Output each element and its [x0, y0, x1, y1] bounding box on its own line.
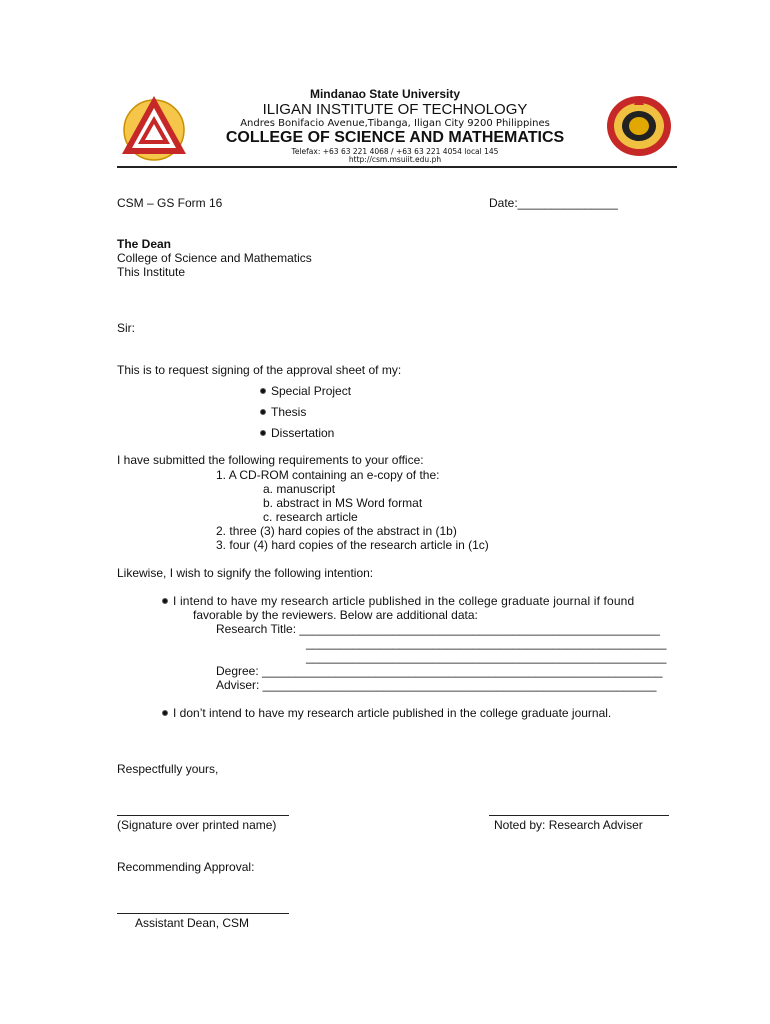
- assistant-dean-signature-line[interactable]: [117, 913, 289, 914]
- telefax: Telefax: +63 63 221 4068 / +63 63 221 4054 local 145: [291, 147, 499, 156]
- institute-address: Andres Bonifacio Avenue,Tibanga, Iligan City 9200 Philippines: [240, 118, 550, 129]
- list-item: c. research article: [263, 510, 358, 524]
- recommending-label: Recommending Approval:: [117, 860, 255, 874]
- salutation: Sir:: [117, 321, 135, 335]
- addressee-line1: College of Science and Mathematics: [117, 251, 312, 265]
- addressee-title: The Dean: [117, 237, 172, 251]
- option-special-project[interactable]: Special Project: [260, 384, 351, 398]
- college-name: COLLEGE OF SCIENCE AND MATHEMATICS: [225, 129, 565, 146]
- signature-label: (Signature over printed name): [117, 818, 277, 832]
- research-title-field[interactable]: Research Title: ______________________________________________________: [216, 622, 660, 636]
- option-not-intend[interactable]: I don’t intend to have my research article published in the college graduate journal.: [162, 706, 611, 720]
- option-intend[interactable]: I intend to have my research article published in the college graduate journal if found: [162, 594, 634, 608]
- noted-label: Noted by: Research Adviser: [494, 818, 643, 832]
- request-intro: This is to request signing of the approval sheet of my:: [117, 363, 402, 377]
- intend-line2: favorable by the reviewers. Below are additional data:: [193, 608, 478, 622]
- form-code: CSM – GS Form 16: [117, 196, 223, 210]
- requirements-intro: I have submitted the following requirements to your office:: [117, 453, 424, 467]
- degree-field[interactable]: Degree: ____________________________________________________________: [216, 664, 663, 678]
- college-url: http://csm.msuiit.edu.ph: [348, 155, 442, 164]
- addressee-line2: This Institute: [117, 265, 186, 279]
- institute-name: ILIGAN INSTITUTE OF TECHNOLOGY: [262, 101, 528, 118]
- list-item: 3. four (4) hard copies of the research article in (1c): [216, 538, 489, 552]
- intention-intro: Likewise, I wish to signify the following intention:: [117, 566, 374, 580]
- university-name: Mindanao State University: [309, 87, 461, 101]
- assistant-dean-label: Assistant Dean, CSM: [135, 916, 250, 930]
- closing: Respectfully yours,: [117, 762, 219, 776]
- research-title-blank-2[interactable]: ______________________________________________________: [306, 650, 667, 664]
- header-divider: [117, 166, 677, 168]
- adviser-field[interactable]: Adviser: ___________________________________________________________: [216, 678, 657, 692]
- adviser-signature-line[interactable]: [489, 815, 669, 816]
- date-field[interactable]: Date:_______________: [489, 196, 618, 210]
- bullet-icon: [260, 409, 266, 415]
- bullet-icon: [260, 388, 266, 394]
- list-item: 1. A CD-ROM containing an e-copy of the:: [216, 468, 440, 482]
- bullet-icon: [260, 430, 266, 436]
- bullet-icon: [162, 598, 168, 604]
- signature-line[interactable]: [117, 815, 289, 816]
- bullet-icon: [162, 710, 168, 716]
- list-item: b. abstract in MS Word format: [263, 496, 423, 510]
- option-thesis[interactable]: Thesis: [260, 405, 306, 419]
- list-item: a. manuscript: [263, 482, 336, 496]
- option-dissertation[interactable]: Dissertation: [260, 426, 334, 440]
- research-title-blank-1[interactable]: ______________________________________________________: [306, 636, 667, 650]
- list-item: 2. three (3) hard copies of the abstract in (1b): [216, 524, 457, 538]
